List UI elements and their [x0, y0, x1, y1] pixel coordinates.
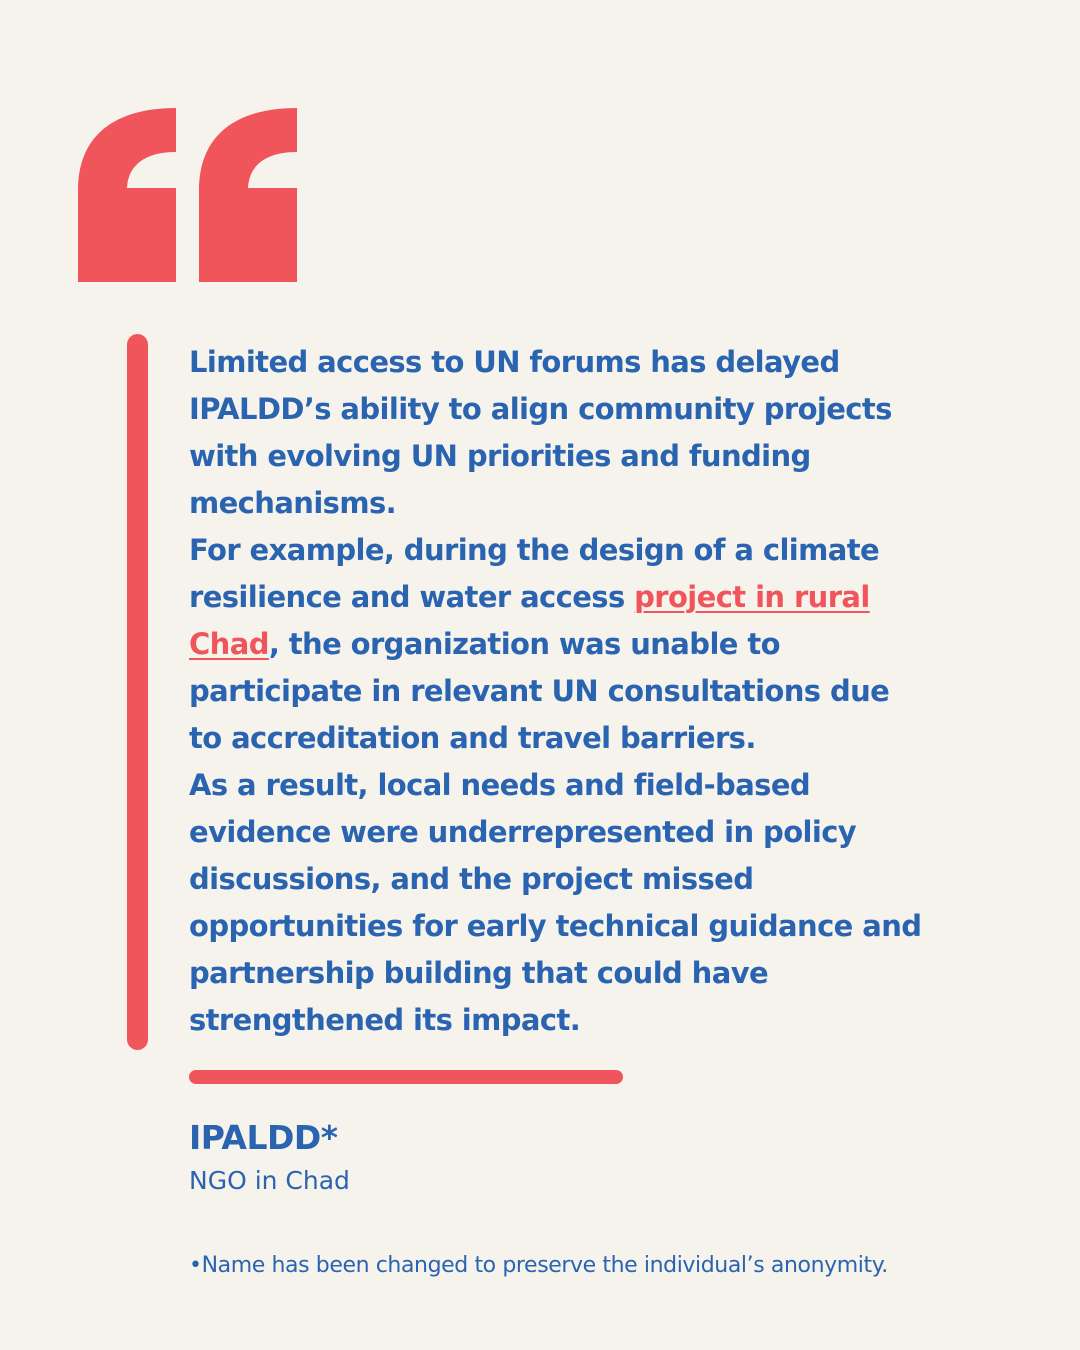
quote-text: [189, 339, 929, 1044]
quote-accent-bar: [127, 334, 148, 1050]
open-quote-icon: [78, 108, 298, 282]
quote-paragraph-2-end: , the organization was unable to participate in relevant UN consultations due to accreditation and travel barriers.: [189, 627, 890, 755]
quote-paragraph-1: Limited access to UN forums has delayed IPALDD’s ability to align community projects with evolving UN priorities and funding mechanisms.: [189, 345, 892, 520]
author-role: NGO in Chad: [189, 1166, 350, 1195]
divider-bar: [189, 1070, 623, 1084]
project-link[interactable]: project in rural Chad: [189, 580, 870, 661]
quote-paragraph-3: As a result, local needs and field-based evidence were underrepresented in policy discussions, and the project missed opportunities for early technical guidance and partnership building that could have strengthened its impact.: [189, 768, 922, 1037]
quote-paragraph-2-start: For example, during the design of a climate resilience and water access: [189, 533, 880, 614]
quote-paragraph-2: [189, 527, 929, 762]
author-name: IPALDD*: [189, 1118, 338, 1157]
anonymity-footnote: •Name has been changed to preserve the individual’s anonymity.: [189, 1253, 888, 1278]
